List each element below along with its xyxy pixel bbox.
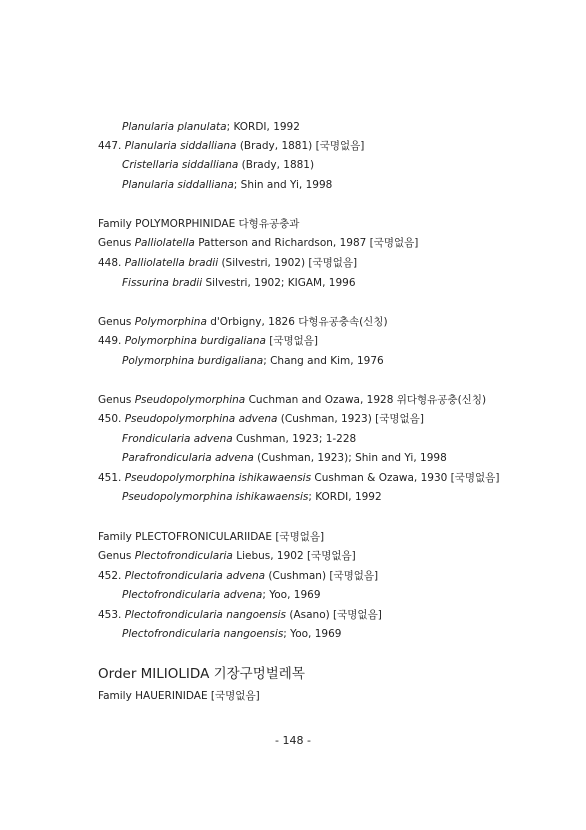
genus-heading: Genus Plectofrondicularia Liebus, 1902 [국명없음] [98, 550, 356, 562]
genus-heading: Genus Pseudopolymorphina Cuchman and Ozawa, 1928 위다형유공충(신칭) [98, 394, 487, 406]
order-heading: Order MILIOLIDA 기장구멍벌레목 [98, 666, 305, 682]
family-heading: Family POLYMORPHINIDAE 다형유공충과 [98, 218, 300, 230]
page-number: - 148 - [275, 734, 311, 747]
synonym-line: Polymorphina burdigaliana; Chang and Kim, 1976 [122, 355, 384, 367]
species-entry: 451. Pseudopolymorphina ishikawaensis Cushman & Ozawa, 1930 [국명없음] [98, 472, 500, 484]
synonym-line: Planularia siddalliana; Shin and Yi, 1998 [122, 179, 333, 191]
synonym-line: Cristellaria siddalliana (Brady, 1881) [122, 159, 315, 171]
synonym-line: Fissurina bradii Silvestri, 1902; KIGAM, 1996 [122, 277, 356, 289]
synonym-line: Plectofrondicularia nangoensis; Yoo, 1969 [122, 628, 342, 640]
family-heading: Family HAUERINIDAE [국명없음] [98, 690, 260, 702]
genus-heading: Genus Palliolatella Patterson and Richardson, 1987 [국명없음] [98, 237, 419, 249]
synonym-line: Plectofrondicularia advena; Yoo, 1969 [122, 589, 321, 601]
family-heading: Family PLECTOFRONICULARIIDAE [국명없음] [98, 531, 325, 543]
synonym-line: Parafrondicularia advena (Cushman, 1923); Shin and Yi, 1998 [122, 452, 447, 464]
species-entry: 452. Plectofrondicularia advena (Cushman) [국명없음] [98, 570, 379, 582]
synonym-line: Pseudopolymorphina ishikawaensis; KORDI, 1992 [122, 491, 382, 503]
species-entry: 453. Plectofrondicularia nangoensis (Asano) [국명없음] [98, 609, 382, 621]
synonym-line: Planularia planulata; KORDI, 1992 [122, 121, 300, 133]
genus-heading: Genus Polymorphina d'Orbigny, 1826 다형유공충속(신칭) [98, 316, 388, 328]
synonym-line: Frondicularia advena Cushman, 1923; 1-228 [122, 433, 357, 445]
species-entry: 448. Palliolatella bradii (Silvestri, 1902) [국명없음] [98, 257, 358, 269]
species-entry: 447. Planularia siddalliana (Brady, 1881) [국명없음] [98, 140, 365, 152]
species-entry: 449. Polymorphina burdigaliana [국명없음] [98, 335, 319, 347]
species-entry: 450. Pseudopolymorphina advena (Cushman, 1923) [국명없음] [98, 413, 424, 425]
